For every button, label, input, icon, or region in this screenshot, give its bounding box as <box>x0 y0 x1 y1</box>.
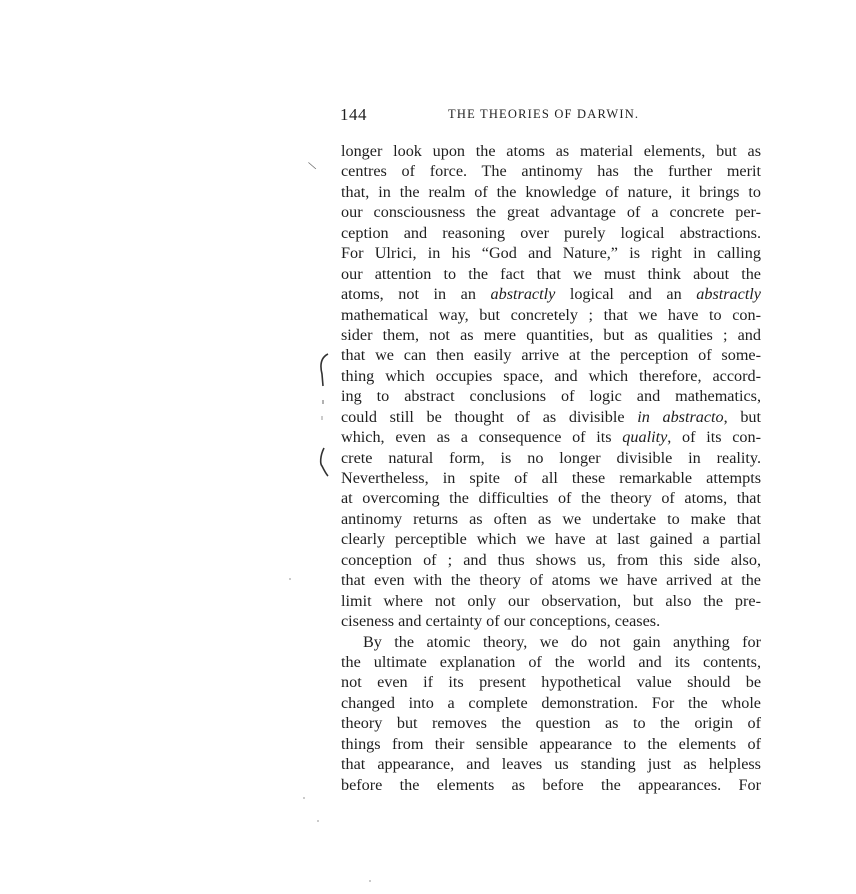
text-line: crete natural form, is no longer divisible in reality. <box>341 448 761 467</box>
text-line: longer look upon the atoms as material elements, but as <box>341 142 761 160</box>
text-run: , but <box>723 407 762 426</box>
text-line: limit where not only our observation, but also the pre- <box>341 591 761 610</box>
text-line: not even if its present hypothetical value should be <box>341 673 761 692</box>
text-line: the ultimate explanation of the world and its contents, <box>341 652 761 671</box>
italic-text: quality <box>622 428 668 447</box>
text-run: logical and an <box>555 285 697 304</box>
text-line: By the atomic theory, we do not gain anything for <box>363 632 761 651</box>
text-line: centres of force. The antinomy has the further merit <box>341 162 761 181</box>
text-line: antinomy returns as often as we undertake to make that <box>341 509 761 528</box>
text-line: at overcoming the difficulties of the theory of atoms, that <box>341 489 761 508</box>
text-run: atoms, not in an <box>341 285 491 304</box>
text-line: Nevertheless, in spite of all these remarkable attempts <box>341 469 761 487</box>
text-line: For Ulrici, in his “God and Nature,” is right in calling <box>341 244 761 263</box>
italic-text: abstractly <box>696 285 761 304</box>
italic-text: abstractly <box>490 285 556 304</box>
text-line: theory but removes the question as to the origin of <box>341 714 761 733</box>
text-line: before the elements as before the appearances. For <box>341 775 761 794</box>
paper-speck <box>303 797 305 799</box>
text-line: our attention to the fact that we must think about the <box>341 264 761 283</box>
paper-speck <box>369 880 371 882</box>
text-run: could still be thought of as divisible <box>341 407 638 426</box>
running-title: THE THEORIES OF DARWIN. <box>448 107 640 121</box>
text-line <box>341 284 761 304</box>
text-line: that we can then easily arrive at the perception of some- <box>341 346 761 365</box>
text-line: sider them, not as mere quantities, but as qualities ; and <box>341 325 761 344</box>
text-line <box>341 407 761 427</box>
text-run: , of its con- <box>667 428 761 447</box>
text-line: conception of ; and thus shows us, from this side also, <box>341 550 761 569</box>
text-line: that, in the realm of the knowledge of nature, it brings to <box>341 182 761 201</box>
page-number: 144 <box>340 105 367 124</box>
text-line: that appearance, and leaves us standing just as helpless <box>341 755 761 774</box>
margin-tick-mark: \ <box>307 159 319 175</box>
text-line: thing which occupies space, and which therefore, accord- <box>341 366 761 385</box>
text-line: clearly perceptible which we have at last gained a partial <box>341 530 761 549</box>
italic-text: in abstracto <box>637 407 724 426</box>
text-line: mathematical way, but concretely ; that we have to con- <box>341 305 761 324</box>
paper-speck <box>317 820 319 822</box>
text-line: ciseness and certainty of our conceptions, ceases. <box>341 612 661 631</box>
running-head <box>340 105 760 129</box>
text-run: which, even as a consequence of its <box>341 428 623 447</box>
body-text <box>341 141 761 795</box>
text-line: ing to abstract conclusions of logic and mathematics, <box>341 387 761 406</box>
text-line <box>341 427 761 447</box>
text-line: changed into a complete demonstration. For the whole <box>341 693 761 712</box>
margin-bracket-mark <box>314 352 334 478</box>
text-line: that even with the theory of atoms we have arrived at the <box>341 571 761 590</box>
text-line: things from their sensible appearance to the elements of <box>341 734 761 753</box>
text-line: ception and reasoning over purely logical abstractions. <box>341 223 761 242</box>
paper-speck <box>289 578 291 580</box>
text-line: our consciousness the great advantage of a concrete per- <box>341 203 761 222</box>
